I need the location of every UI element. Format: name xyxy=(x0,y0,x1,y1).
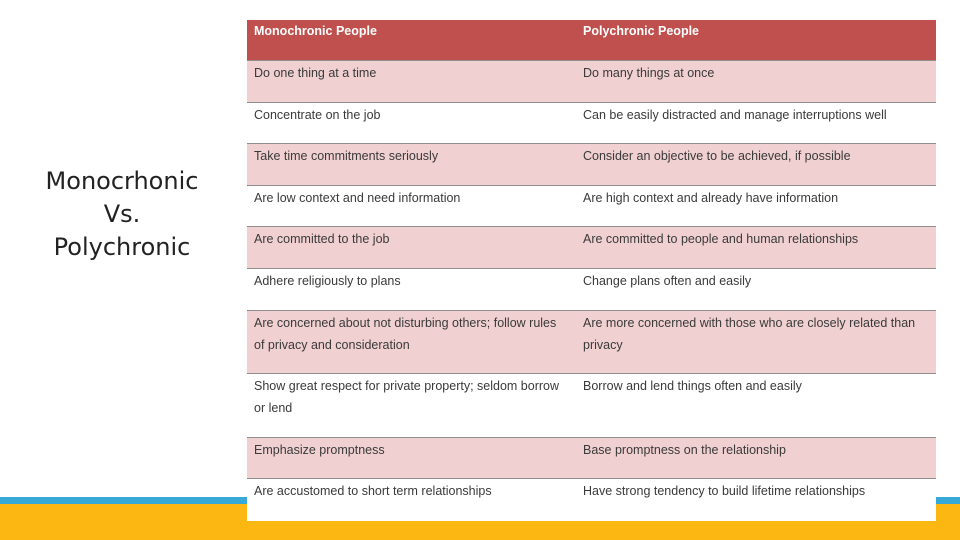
header-polychronic: Polychronic People xyxy=(583,24,700,38)
table-row xyxy=(247,144,936,186)
monochronic-cell: Concentrate on the job xyxy=(254,107,381,122)
polychronic-cell: Borrow and lend things often and easily xyxy=(583,379,802,394)
title-line-3: Polychronic xyxy=(53,233,191,261)
table-header-row xyxy=(247,20,936,61)
table-row xyxy=(247,227,936,269)
monochronic-cell: Are low context and need information xyxy=(254,190,461,205)
title-line-2: Vs. xyxy=(103,200,141,228)
comparison-table xyxy=(247,20,936,519)
monochronic-cell: Take time commitments seriously xyxy=(254,149,439,164)
table-row xyxy=(247,438,936,480)
slide-title xyxy=(22,165,222,264)
table-row xyxy=(247,186,936,228)
title-line-1: Monocrhonic xyxy=(45,167,199,195)
monochronic-cell: Are committed to the job xyxy=(254,232,390,247)
polychronic-cell: Base promptness on the relationship xyxy=(583,442,786,457)
monochronic-cell: Emphasize promptness xyxy=(254,442,385,457)
monochronic-cell: Are accustomed to short term relationships xyxy=(254,484,492,499)
polychronic-cell: Have strong tendency to build lifetime relationships xyxy=(583,484,866,499)
polychronic-cell: Are committed to people and human relationships xyxy=(583,232,859,247)
table-row xyxy=(247,269,936,311)
polychronic-cell: Do many things at once xyxy=(583,66,715,80)
monochronic-cell: Are concerned about not disturbing others; follow rules of privacy and consideration xyxy=(254,315,557,352)
table-row xyxy=(247,374,936,438)
polychronic-cell: Can be easily distracted and manage interruptions well xyxy=(583,107,887,122)
monochronic-cell: Adhere religiously to plans xyxy=(254,273,401,288)
polychronic-cell: Consider an objective to be achieved, if possible xyxy=(583,149,851,164)
table-row xyxy=(247,103,936,145)
polychronic-cell: Are more concerned with those who are closely related than privacy xyxy=(583,315,916,352)
polychronic-cell: Change plans often and easily xyxy=(583,273,752,288)
polychronic-cell: Are high context and already have information xyxy=(583,190,839,205)
monochronic-cell: Do one thing at a time xyxy=(254,66,377,80)
table-row xyxy=(247,61,936,103)
table-row xyxy=(247,479,936,521)
table-row xyxy=(247,311,936,375)
monochronic-cell: Show great respect for private property; seldom borrow or lend xyxy=(254,379,559,416)
header-monochronic: Monochronic People xyxy=(254,24,377,38)
